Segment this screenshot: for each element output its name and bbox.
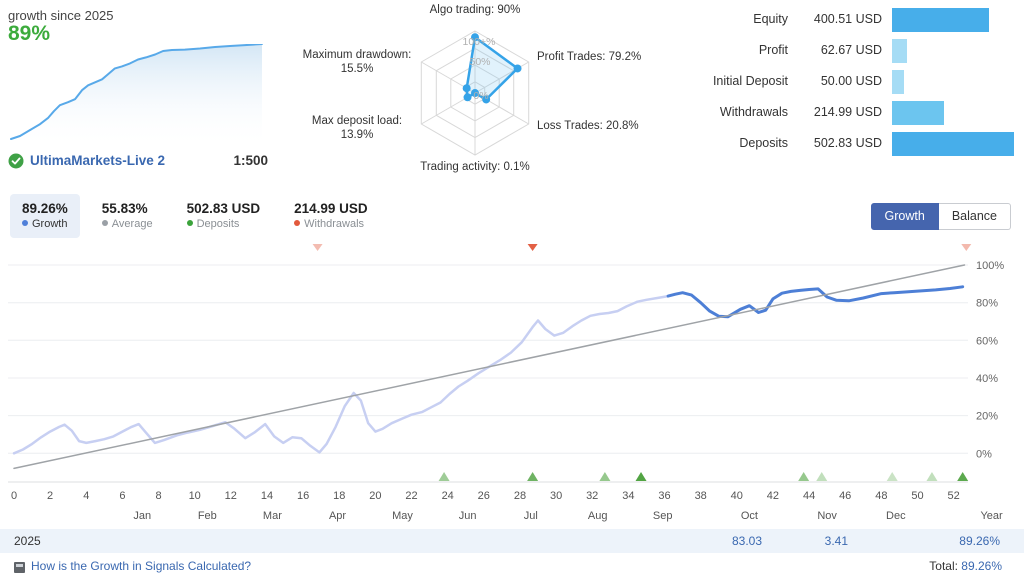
bar-label: Profit — [758, 43, 788, 57]
signal-radar-block — [300, 0, 645, 190]
bar-row-deposits — [700, 132, 1016, 156]
bar-value: 400.51 USD — [813, 12, 882, 26]
radar-label-max-deposit-load: Max deposit load: 13.9% — [311, 115, 403, 141]
stat-label: Growth — [32, 218, 68, 230]
stat-label: Withdrawals — [304, 218, 365, 230]
stat-label: Average — [111, 218, 153, 230]
radar-point-profit-trades — [514, 64, 522, 72]
bar-row-initial-deposit — [700, 70, 1016, 94]
equity-bar — [892, 8, 989, 32]
bar-value: 62.67 USD — [820, 43, 882, 57]
bar-row-equity — [700, 8, 1016, 32]
growth-view-button[interactable]: Growth — [871, 203, 939, 230]
radar-point-max-deposit-load — [464, 93, 472, 101]
month-label-Nov: Nov — [817, 510, 837, 522]
week-tick-4: 4 — [83, 490, 90, 502]
radar-label-algo-trading: Algo trading: 90% — [429, 4, 521, 16]
radar-label-max-drawdown: Maximum drawdown: 15.5% — [302, 49, 412, 75]
week-tick-22: 22 — [405, 490, 418, 502]
week-tick-46: 46 — [839, 490, 852, 502]
bar-row-withdrawals — [700, 101, 1016, 125]
deposits-bar — [892, 132, 1014, 156]
withdrawals-dot-icon — [294, 220, 300, 226]
week-tick-24: 24 — [441, 490, 454, 502]
growth-dot-icon — [22, 220, 28, 226]
bar-label: Deposits — [739, 136, 788, 150]
withdrawal-marker-icon — [961, 244, 971, 251]
account-name-link[interactable]: UltimaMarkets-Live 2 — [30, 153, 166, 168]
week-tick-52: 52 — [947, 490, 960, 502]
month-label-Dec: Dec — [886, 510, 906, 522]
average-trend-line — [14, 265, 965, 468]
week-tick-0: 0 — [10, 490, 18, 502]
growth-help-link[interactable]: How is the Growth in Signals Calculated? — [31, 559, 252, 573]
week-tick-30: 30 — [549, 490, 563, 502]
month-label-Mar: Mar — [262, 510, 282, 522]
week-tick-36: 36 — [658, 490, 671, 502]
week-tick-16: 16 — [296, 490, 310, 502]
month-label-Jun: Jun — [458, 510, 477, 522]
radar-ring-label-100: 100+% — [462, 36, 496, 48]
stat-tab-deposits[interactable] — [175, 194, 273, 238]
withdrawal-marker-icon — [528, 244, 538, 251]
radar-point-maximum-drawdown — [463, 84, 471, 92]
october-growth-cell: 83.03 — [731, 534, 762, 548]
deposit-marker-icon — [599, 472, 610, 481]
radar-label-trading-activity: Trading activity: 0.1% — [420, 161, 530, 173]
deposit-marker-icon — [439, 472, 450, 481]
deposit-marker-icon — [798, 472, 809, 481]
bar-row-profit — [700, 39, 1016, 63]
footer-total — [929, 559, 1002, 573]
account-balance-bars — [700, 8, 1016, 178]
y-axis-label-100%: 100% — [976, 260, 1005, 272]
month-label-Feb: Feb — [197, 510, 217, 522]
chart-footer — [0, 553, 1024, 584]
deposit-marker-icon — [957, 472, 968, 481]
chart-stats-tabs — [10, 194, 390, 238]
month-label-Year: Year — [980, 510, 1003, 522]
growth-by-weeks-chart[interactable] — [0, 240, 1024, 525]
week-tick-32: 32 — [586, 490, 599, 502]
y-axis-label-20%: 20% — [976, 410, 999, 423]
week-tick-10: 10 — [188, 490, 201, 502]
week-tick-34: 34 — [622, 490, 635, 502]
deposits-dot-icon — [187, 220, 193, 226]
withdrawal-marker-icon — [313, 244, 323, 251]
november-growth-cell: 3.41 — [824, 534, 848, 548]
stat-tab-growth[interactable] — [10, 194, 80, 238]
stat-tab-average[interactable] — [90, 194, 165, 238]
calculator-icon — [14, 562, 25, 573]
week-tick-14: 14 — [260, 490, 274, 502]
verified-check-icon — [8, 153, 24, 169]
growth-sparkline-chart — [8, 44, 266, 152]
stat-value: 502.83 USD — [186, 201, 261, 216]
week-tick-2: 2 — [47, 490, 54, 502]
week-tick-12: 12 — [224, 490, 237, 502]
radar-ring-label-50: 50% — [469, 56, 491, 68]
month-label-Apr: Apr — [328, 510, 347, 522]
stat-value: 55.83% — [101, 201, 148, 216]
account-row — [8, 152, 268, 172]
year-growth-cell: 89.26% — [959, 534, 1000, 548]
bar-label: Equity — [753, 12, 788, 26]
year-label: 2025 — [14, 534, 41, 548]
deposit-marker-icon — [816, 472, 827, 481]
balance-view-button[interactable]: Balance — [939, 203, 1011, 230]
stat-tab-withdrawals[interactable] — [282, 194, 380, 238]
bar-value: 50.00 USD — [820, 74, 882, 88]
growth-caption: growth since 2025 — [8, 8, 114, 23]
year-summary-row[interactable] — [0, 529, 1024, 553]
average-dot-icon — [102, 220, 108, 226]
week-tick-40: 40 — [730, 490, 743, 502]
growth-past-line — [14, 296, 668, 453]
month-label-Aug: Aug — [587, 510, 608, 522]
initial-deposit-bar — [892, 70, 904, 94]
month-label-Oct: Oct — [740, 510, 758, 522]
withdrawals-bar — [892, 101, 944, 125]
month-label-Jul: Jul — [523, 510, 538, 522]
week-tick-50: 50 — [911, 490, 924, 502]
growth-summary-block — [8, 8, 268, 180]
deposit-marker-icon — [636, 472, 647, 481]
week-tick-26: 26 — [477, 490, 490, 502]
week-tick-42: 42 — [766, 490, 780, 502]
stat-value: 214.99 USD — [294, 201, 368, 216]
week-tick-18: 18 — [333, 490, 346, 502]
week-tick-38: 38 — [694, 490, 707, 502]
total-value: 89.26% — [961, 559, 1002, 573]
y-axis-label-60%: 60% — [976, 335, 999, 348]
bar-label: Initial Deposit — [712, 74, 788, 88]
radar-label-loss-trades: Loss Trades: 20.8% — [537, 120, 639, 132]
week-tick-48: 48 — [875, 490, 888, 502]
growth-percent-value: 89% — [8, 22, 51, 45]
account-leverage: 1:500 — [233, 153, 268, 168]
deposit-marker-icon — [887, 472, 898, 481]
bar-value: 214.99 USD — [813, 105, 882, 119]
month-label-Sep: Sep — [652, 510, 673, 522]
y-axis-label-40%: 40% — [976, 373, 999, 385]
radar-label-profit-trades: Profit Trades: 79.2% — [537, 51, 642, 63]
week-tick-8: 8 — [155, 490, 162, 502]
profit-bar — [892, 39, 907, 63]
deposit-marker-icon — [527, 472, 538, 481]
bar-value: 502.83 USD — [813, 136, 882, 150]
week-tick-20: 20 — [369, 490, 382, 502]
y-axis-label-0%: 0% — [976, 448, 992, 461]
radar-ring-label-0: 0% — [473, 90, 489, 102]
month-label-May: May — [392, 510, 413, 522]
growth-recent-line — [668, 287, 963, 317]
stat-label: Deposits — [196, 218, 240, 230]
chart-view-toggle — [871, 203, 1011, 230]
week-tick-44: 44 — [802, 490, 816, 502]
month-label-Jan: Jan — [133, 510, 152, 522]
week-tick-6: 6 — [119, 490, 126, 502]
stat-value: 89.26% — [22, 201, 68, 216]
total-label: Total: — [929, 559, 958, 573]
y-axis-label-80%: 80% — [976, 297, 999, 310]
deposit-marker-icon — [926, 472, 937, 481]
bar-label: Withdrawals — [719, 105, 788, 119]
week-tick-28: 28 — [513, 490, 527, 502]
